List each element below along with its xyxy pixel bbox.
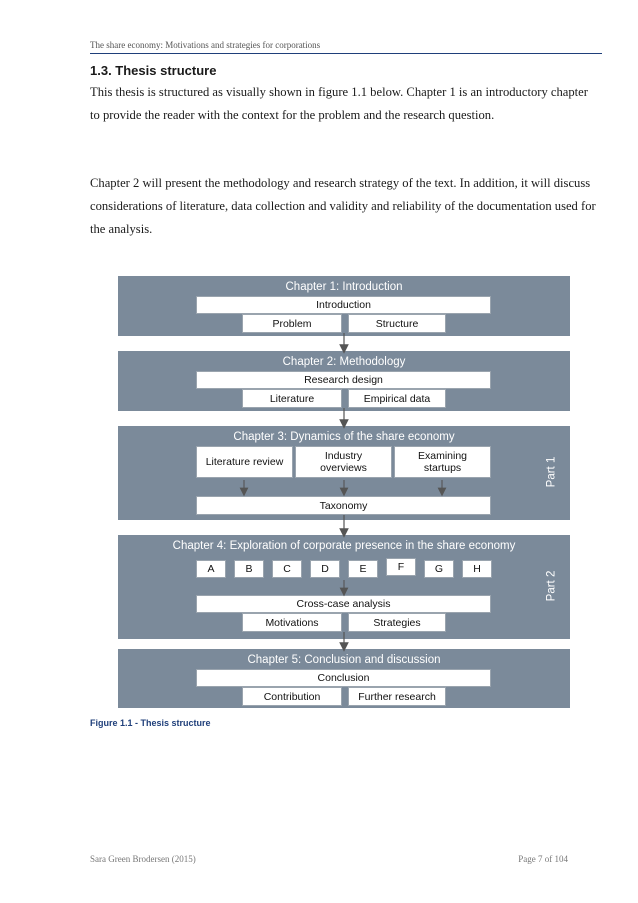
figure-caption: Figure 1.1 - Thesis structure: [90, 718, 211, 728]
running-header: The share economy: Motivations and strategies for corporations: [90, 40, 602, 54]
footer-page-number: Page 7 of 104: [518, 854, 568, 864]
paragraph-2: Chapter 2 will present the methodology and research strategy of the text. In addition, it will discuss considerations of literature, data collection and validity and reliability of the documentation used for the analysis.: [90, 176, 596, 236]
chapter-1-main-box: Introduction: [196, 296, 491, 314]
part-1-label: Part 1: [545, 456, 558, 488]
diagram-arrows: [118, 276, 570, 708]
chapter-2-main-box: Research design: [196, 371, 491, 389]
case-box-g: G: [424, 560, 454, 578]
chapter-3-box-1: Literature review: [196, 446, 293, 478]
chapter-4-main-box: Cross-case analysis: [196, 595, 491, 613]
chapter-5-left-box: Contribution: [242, 687, 342, 706]
footer-author: Sara Green Brodersen (2015): [90, 854, 196, 864]
chapter-5-main-box: Conclusion: [196, 669, 491, 687]
chapter-3-main-box: Taxonomy: [196, 496, 491, 515]
case-box-d: D: [310, 560, 340, 578]
chapter-4-left-box: Motivations: [242, 613, 342, 632]
chapter-3-box-3: Examining startups: [394, 446, 491, 478]
chapter-1-left-box: Problem: [242, 314, 342, 333]
chapter-4-right-box: Strategies: [348, 613, 446, 632]
chapter-4-title: Chapter 4: Exploration of corporate presence in the share economy: [172, 540, 516, 552]
chapter-2-left-box: Literature: [242, 389, 342, 408]
paragraph-1: This thesis is structured as visually shown in figure 1.1 below. Chapter 1 is an introductory chapter to provide the reader with the context for the problem and the research question.: [90, 85, 588, 122]
chapter-1-right-box: Structure: [348, 314, 446, 333]
chapter-2-title: Chapter 2: Methodology: [282, 356, 406, 368]
chapter-2-right-box: Empirical data: [348, 389, 446, 408]
chapter-1-title: Chapter 1: Introduction: [285, 281, 403, 293]
thesis-structure-diagram: [118, 276, 570, 708]
chapter-5-right-box: Further research: [348, 687, 446, 706]
chapter-5-title: Chapter 5: Conclusion and discussion: [247, 654, 441, 666]
chapter-3-title: Chapter 3: Dynamics of the share economy: [233, 431, 455, 443]
section-title: 1.3. Thesis structure: [90, 63, 217, 78]
chapter-3-box-2: Industry overviews: [295, 446, 392, 478]
case-box-h: H: [462, 560, 492, 578]
part-2-label: Part 2: [545, 570, 558, 602]
case-box-e: E: [348, 560, 378, 578]
case-box-a: A: [196, 560, 226, 578]
case-box-f: F: [386, 558, 416, 576]
case-box-b: B: [234, 560, 264, 578]
case-box-c: C: [272, 560, 302, 578]
